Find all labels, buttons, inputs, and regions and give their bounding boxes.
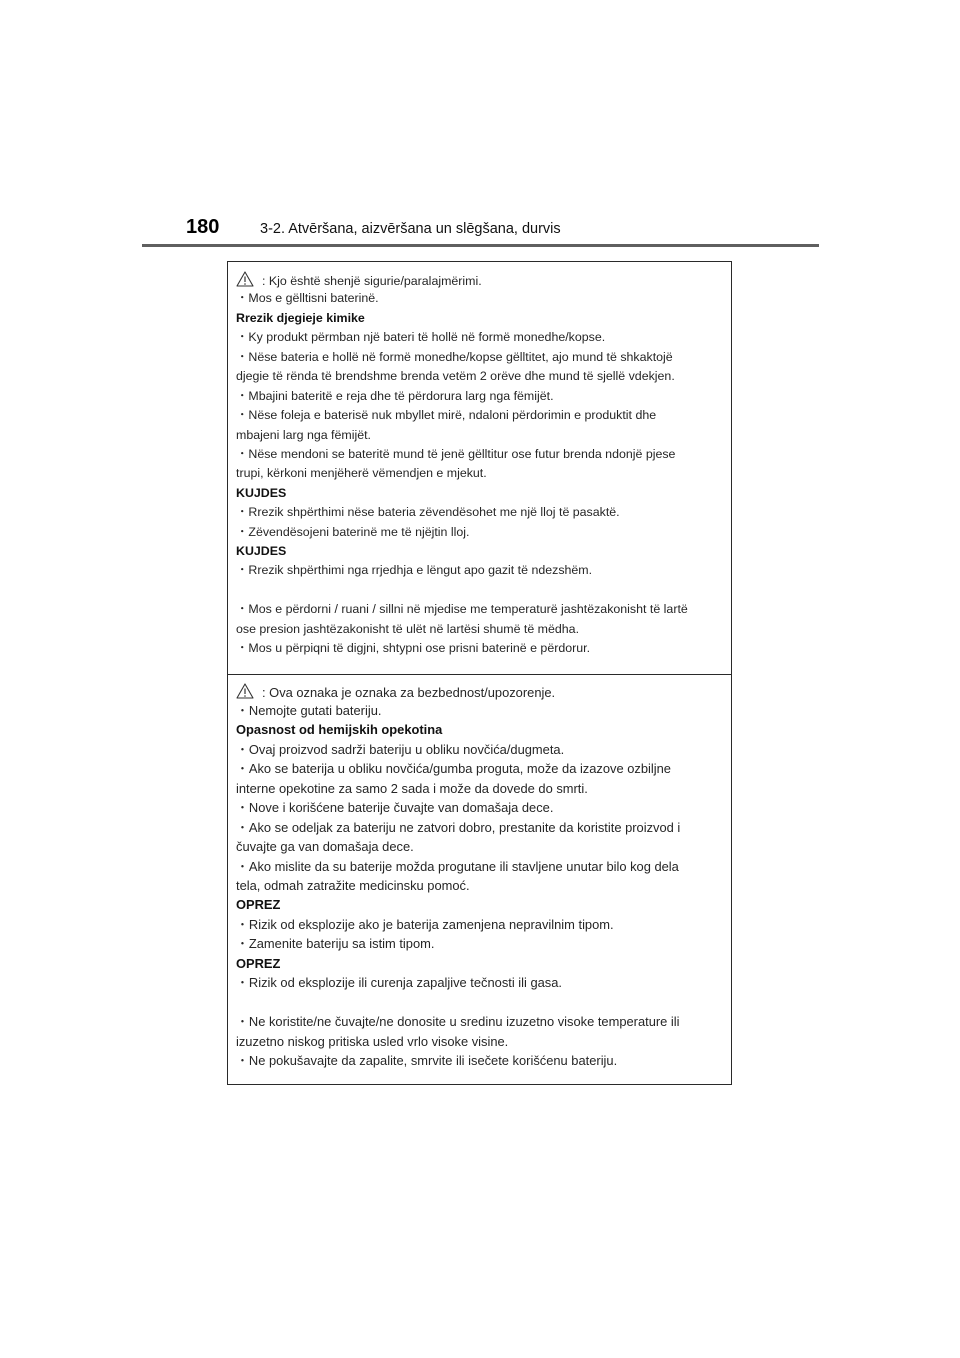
- warning-text-line: [236, 601, 725, 617]
- warning-text-line: [236, 368, 725, 384]
- line-text: OPREZ: [236, 897, 281, 912]
- line-text: ・Nëse mendoni se bateritë mund të jenë gëlltitur ose futur brenda ndonjë pjese: [236, 447, 676, 461]
- warning-text-line: [236, 761, 725, 777]
- warning-text-line: [236, 562, 725, 578]
- line-text: ・Rrezik shpërthimi nga rrjedhja e lëngut apo gazit të ndezshëm.: [236, 563, 593, 577]
- warning-heading: [236, 310, 725, 326]
- warning-heading: [236, 897, 725, 913]
- warning-text-line: [236, 683, 725, 701]
- line-text: ・Ky produkt përmban një bateri të hollë në formë monedhe/kopse.: [236, 330, 606, 344]
- warning-text-line: [236, 640, 725, 656]
- warning-text-line: [236, 917, 725, 933]
- warning-text-line: [236, 1034, 725, 1050]
- line-text: KUJDES: [236, 486, 287, 500]
- line-text: ・Nëse bateria e hollë në formë monedhe/kopse gëlltitet, ajo mund të shkaktojë: [236, 350, 673, 364]
- warning-heading: [236, 722, 725, 738]
- line-text: interne opekotine za samo 2 sada i može da dovede do smrti.: [236, 781, 588, 796]
- line-text: ・Zamenite bateriju sa istim tipom.: [236, 936, 435, 951]
- line-text: ・Ovaj proizvod sadrži bateriju u obliku novčića/dugmeta.: [236, 742, 565, 757]
- serbian-warning-section: [228, 674, 731, 1084]
- warning-text-line: [236, 820, 725, 836]
- warning-text-line: [236, 388, 725, 404]
- warning-text-line: [236, 839, 725, 855]
- line-text: ・Mbajini bateritë e reja dhe të përdorura larg nga fëmijët.: [236, 389, 554, 403]
- warning-text-line: [236, 349, 725, 365]
- line-text: ・Nemojte gutati bateriju.: [236, 703, 382, 718]
- warning-text-line: [236, 975, 725, 991]
- line-text: ・Mos e gëlltisni baterinë.: [236, 291, 379, 305]
- line-text: ・Ako se baterija u obliku novčića/gumba proguta, može da izazove ozbiljne: [236, 761, 671, 776]
- line-text: Rrezik djegieje kimike: [236, 311, 365, 325]
- header-rule: [142, 244, 819, 247]
- line-text: OPREZ: [236, 956, 281, 971]
- warning-heading: [236, 956, 725, 972]
- line-text: KUJDES: [236, 544, 287, 558]
- line-text: ・Ako mislite da su baterije možda progutane ili stavljene unutar bilo kog dela: [236, 859, 679, 874]
- section-title: 3-2. Atvēršana, aizvēršana un slēgšana, durvis: [260, 221, 561, 237]
- warning-text-line: [236, 1053, 725, 1069]
- warning-text-line: [236, 936, 725, 952]
- warning-text-line: [236, 465, 725, 481]
- warning-text-line: [236, 290, 725, 306]
- warning-text-line: [236, 878, 725, 894]
- warning-text-line: [236, 446, 725, 462]
- line-text: ・Zëvendësojeni baterinë me të njëjtin lloj.: [236, 525, 470, 539]
- line-text: ・Nëse foleja e baterisë nuk mbyllet mirë, ndaloni përdorimin e produktit dhe: [236, 408, 657, 422]
- warning-text-line: [236, 742, 725, 758]
- warning-heading: [236, 485, 725, 501]
- warning-text-line: [236, 800, 725, 816]
- line-text: ose presion jashtëzakonisht të ulët në lartësi shumë të mëdha.: [236, 622, 580, 636]
- line-text: ・Rrezik shpërthimi nëse bateria zëvendësohet me një lloj të pasaktë.: [236, 505, 620, 519]
- warning-text-line: [236, 524, 725, 540]
- line-text: : Kjo është shenjë sigurie/paralajmërimi.: [262, 274, 482, 288]
- line-text: ・Mos e përdorni / ruani / sillni në mjedise me temperaturë jashtëzakonisht të lartë: [236, 602, 688, 616]
- warning-text-line: [236, 621, 725, 637]
- albanian-warning-section: [228, 262, 731, 674]
- warning-text-line: [236, 703, 725, 719]
- line-text: : Ova oznaka je oznaka za bezbednost/upozorenje.: [262, 685, 556, 700]
- warning-text-line: [236, 859, 725, 875]
- line-text: ・Ne pokušavajte da zapalite, smrvite ili isečete korišćenu bateriju.: [236, 1053, 618, 1068]
- warning-text-line: [236, 1014, 725, 1030]
- line-text: ・Rizik od eksplozije ili curenja zapaljive tečnosti ili gasa.: [236, 975, 562, 990]
- warning-heading: [236, 543, 725, 559]
- warning-text-line: [236, 271, 725, 289]
- battery-warning-box: [227, 261, 732, 1085]
- line-text: izuzetno niskog pritiska usled vrlo visoke visine.: [236, 1034, 509, 1049]
- line-text: ・Ne koristite/ne čuvajte/ne donosite u sredinu izuzetno visoke temperature ili: [236, 1014, 680, 1029]
- line-text: Opasnost od hemijskih opekotina: [236, 722, 443, 737]
- line-text: ・Mos u përpiqni të digjni, shtypni ose prisni baterinë e përdorur.: [236, 641, 591, 655]
- warning-text-line: [236, 329, 725, 345]
- line-text: ・Rizik od eksplozije ako je baterija zamenjena nepravilnim tipom.: [236, 917, 614, 932]
- warning-triangle-icon: [236, 271, 254, 287]
- warning-text-line: [236, 781, 725, 797]
- page-number: 180: [186, 216, 220, 238]
- line-text: čuvajte ga van domašaja dece.: [236, 839, 414, 854]
- warning-text-line: [236, 427, 725, 443]
- line-text: tela, odmah zatražite medicinsku pomoć.: [236, 878, 470, 893]
- line-text: djegie të rënda të brendshme brenda vetëm 2 orëve dhe mund të sjellë vdekjen.: [236, 369, 675, 383]
- warning-text-line: [236, 504, 725, 520]
- line-text: ・Ako se odeljak za bateriju ne zatvori dobro, prestanite da koristite proizvod i: [236, 820, 681, 835]
- warning-triangle-icon: [236, 683, 254, 699]
- line-text: trupi, kërkoni menjëherë vëmendjen e mjekut.: [236, 466, 487, 480]
- line-text: ・Nove i korišćene baterije čuvajte van domašaja dece.: [236, 800, 554, 815]
- line-text: mbajeni larg nga fëmijët.: [236, 428, 371, 442]
- warning-text-line: [236, 407, 725, 423]
